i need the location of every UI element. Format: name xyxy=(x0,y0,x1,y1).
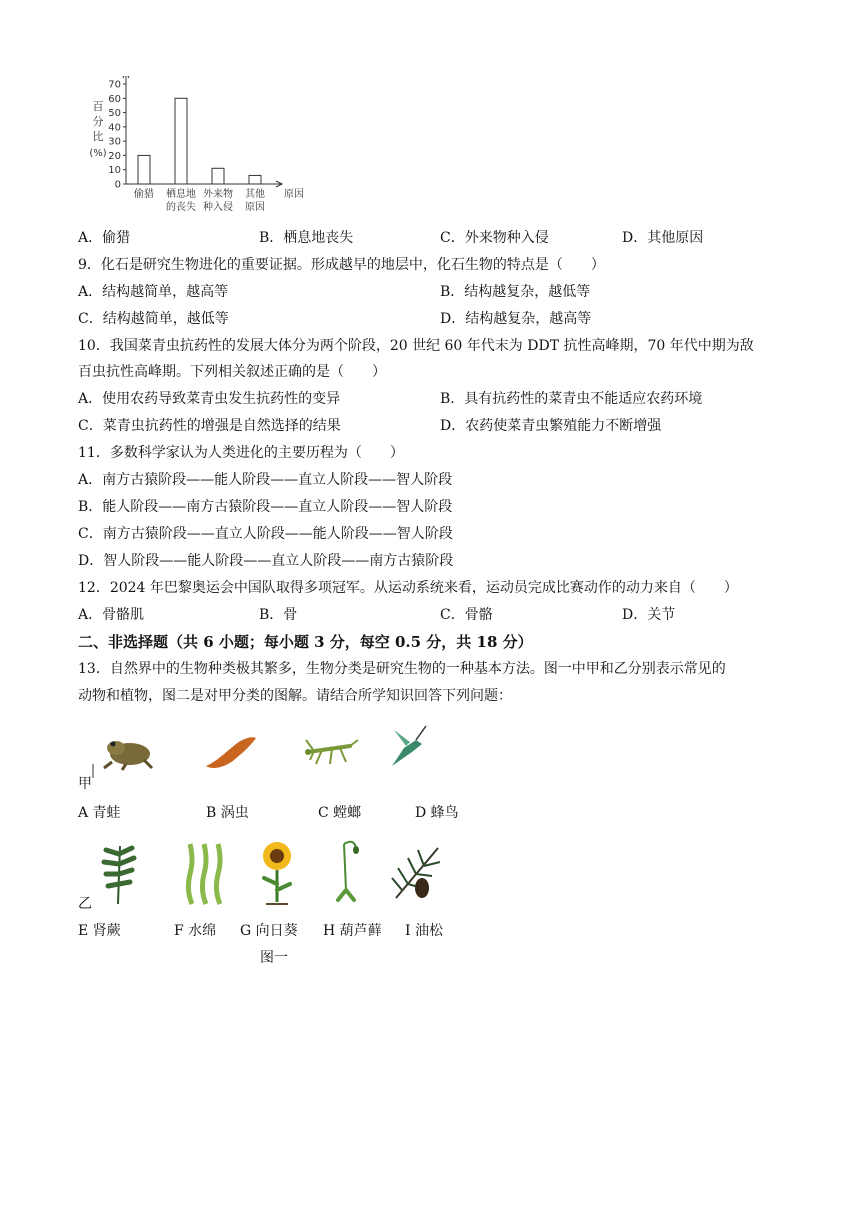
animal-label-c: C 螳螂 xyxy=(318,805,362,821)
q11-stem: 11．多数科学家认为人类进化的主要历程为（ ） xyxy=(78,445,404,461)
group-label-yi: 乙 xyxy=(78,896,92,912)
y-tick-label: 0 xyxy=(114,179,121,191)
q9-option-b: B．结构越复杂，越低等 xyxy=(440,284,591,300)
q12-option-d: D．关节 xyxy=(622,607,676,623)
hummingbird-illustration xyxy=(386,722,430,770)
bar xyxy=(175,98,187,184)
q10-option-b: B．具有抗药性的菜青虫不能适应农药环境 xyxy=(440,391,703,407)
q9-option-c: C．结构越简单，越低等 xyxy=(78,311,229,327)
q10-option-a: A．使用农药导致菜青虫发生抗药性的变异 xyxy=(78,391,341,407)
q9-option-a: A．结构越简单，越高等 xyxy=(78,284,229,300)
frog-illustration xyxy=(100,730,156,772)
mantis-illustration xyxy=(300,730,362,770)
q8-option-d: D．其他原因 xyxy=(622,230,704,246)
plant-label-h: H 葫芦藓 xyxy=(323,923,382,939)
x-axis-label: 原因 xyxy=(284,189,304,200)
q10-stem-line2: 百虫抗性高峰期。下列相关叙述正确的是（ ） xyxy=(78,364,386,380)
x-tick-label: 栖息地 xyxy=(166,189,196,200)
y-tick-label: 10 xyxy=(108,165,121,177)
bar-chart xyxy=(80,76,320,216)
animal-label-a: A 青蛙 xyxy=(78,805,121,821)
q12-option-a: A．骨骼肌 xyxy=(78,607,145,623)
bar xyxy=(138,155,150,184)
plant-label-i: I 油松 xyxy=(405,923,443,939)
sunflower-illustration xyxy=(256,838,298,906)
bar xyxy=(249,175,261,184)
x-tick-label: 外来物 xyxy=(203,189,233,200)
y-tick-label: 70 xyxy=(108,79,121,91)
moss-illustration xyxy=(330,836,364,906)
q8-option-c: C．外来物种入侵 xyxy=(440,230,549,246)
divider-mark xyxy=(92,764,94,778)
q9-stem: 9．化石是研究生物进化的重要证据。形成越早的地层中，化石生物的特点是（ ） xyxy=(78,257,605,273)
y-tick-label: 20 xyxy=(108,150,121,162)
plant-label-g: G 向日葵 xyxy=(240,923,298,939)
pine-illustration xyxy=(388,838,446,906)
y-axis-label-char: 比 xyxy=(92,130,104,143)
y-tick-label: 40 xyxy=(108,122,121,134)
plant-label-e: E 肾蕨 xyxy=(78,923,121,939)
q8-option-b: B．栖息地丧失 xyxy=(259,230,354,246)
y-tick-label: 50 xyxy=(108,108,121,120)
q13-stem-line1: 13．自然界中的生物种类极其繁多，生物分类是研究生物的一种基本方法。图一中甲和乙分别表示常见的 xyxy=(78,661,726,677)
flatworm-illustration xyxy=(200,732,260,772)
fern-illustration xyxy=(98,840,138,906)
x-tick-label: 其他 xyxy=(245,189,265,200)
x-tick-label: 的丧失 xyxy=(166,202,196,213)
plant-label-f: F 水绵 xyxy=(174,923,217,939)
q11-option-b: B．能人阶段——南方古猿阶段——直立人阶段——智人阶段 xyxy=(78,499,453,515)
x-tick-label: 偷猎 xyxy=(134,189,154,200)
y-axis-label-char: 百 xyxy=(92,100,104,113)
animal-label-b: B 涡虫 xyxy=(206,805,249,821)
y-axis-unit: (%) xyxy=(89,148,107,159)
q8-option-a: A．偷猎 xyxy=(78,230,131,246)
spirogyra-illustration xyxy=(182,840,226,906)
group-label-jia: 甲 xyxy=(78,776,92,792)
y-tick-label: 30 xyxy=(108,136,121,148)
y-tick-label: 60 xyxy=(108,93,121,105)
figure-caption: 图一 xyxy=(260,950,288,966)
q11-option-c: C．南方古猿阶段——直立人阶段——能人阶段——智人阶段 xyxy=(78,526,453,542)
q12-stem: 12．2024 年巴黎奥运会中国队取得多项冠军。从运动系统来看，运动员完成比赛动作的动力来自（ ） xyxy=(78,580,738,596)
bar xyxy=(212,168,224,184)
y-axis-label-char: 分 xyxy=(92,115,104,128)
q10-option-d: D．农药使菜青虫繁殖能力不断增强 xyxy=(440,418,662,434)
q9-option-d: D．结构越复杂，越高等 xyxy=(440,311,592,327)
q11-option-a: A．南方古猿阶段——能人阶段——直立人阶段——智人阶段 xyxy=(78,472,453,488)
q10-stem-line1: 10．我国菜青虫抗药性的发展大体分为两个阶段，20 世纪 60 年代末为 DDT 抗性高峰期，70 年代中期为敌 xyxy=(78,338,754,354)
animal-label-d: D 蜂鸟 xyxy=(415,805,459,821)
section-2-title: 二、非选择题（共 6 小题；每小题 3 分，每空 0.5 分，共 18 分） xyxy=(78,633,533,651)
x-tick-label: 种入侵 xyxy=(203,202,233,213)
q11-option-d: D．智人阶段——能人阶段——直立人阶段——南方古猿阶段 xyxy=(78,553,454,569)
q10-option-c: C．菜青虫抗药性的增强是自然选择的结果 xyxy=(78,418,341,434)
q13-stem-line2: 动物和植物，图二是对甲分类的图解。请结合所学知识回答下列问题： xyxy=(78,688,512,704)
q12-option-b: B．骨 xyxy=(259,607,298,623)
x-tick-label: 原因 xyxy=(245,202,265,213)
q12-option-c: C．骨骼 xyxy=(440,607,493,623)
